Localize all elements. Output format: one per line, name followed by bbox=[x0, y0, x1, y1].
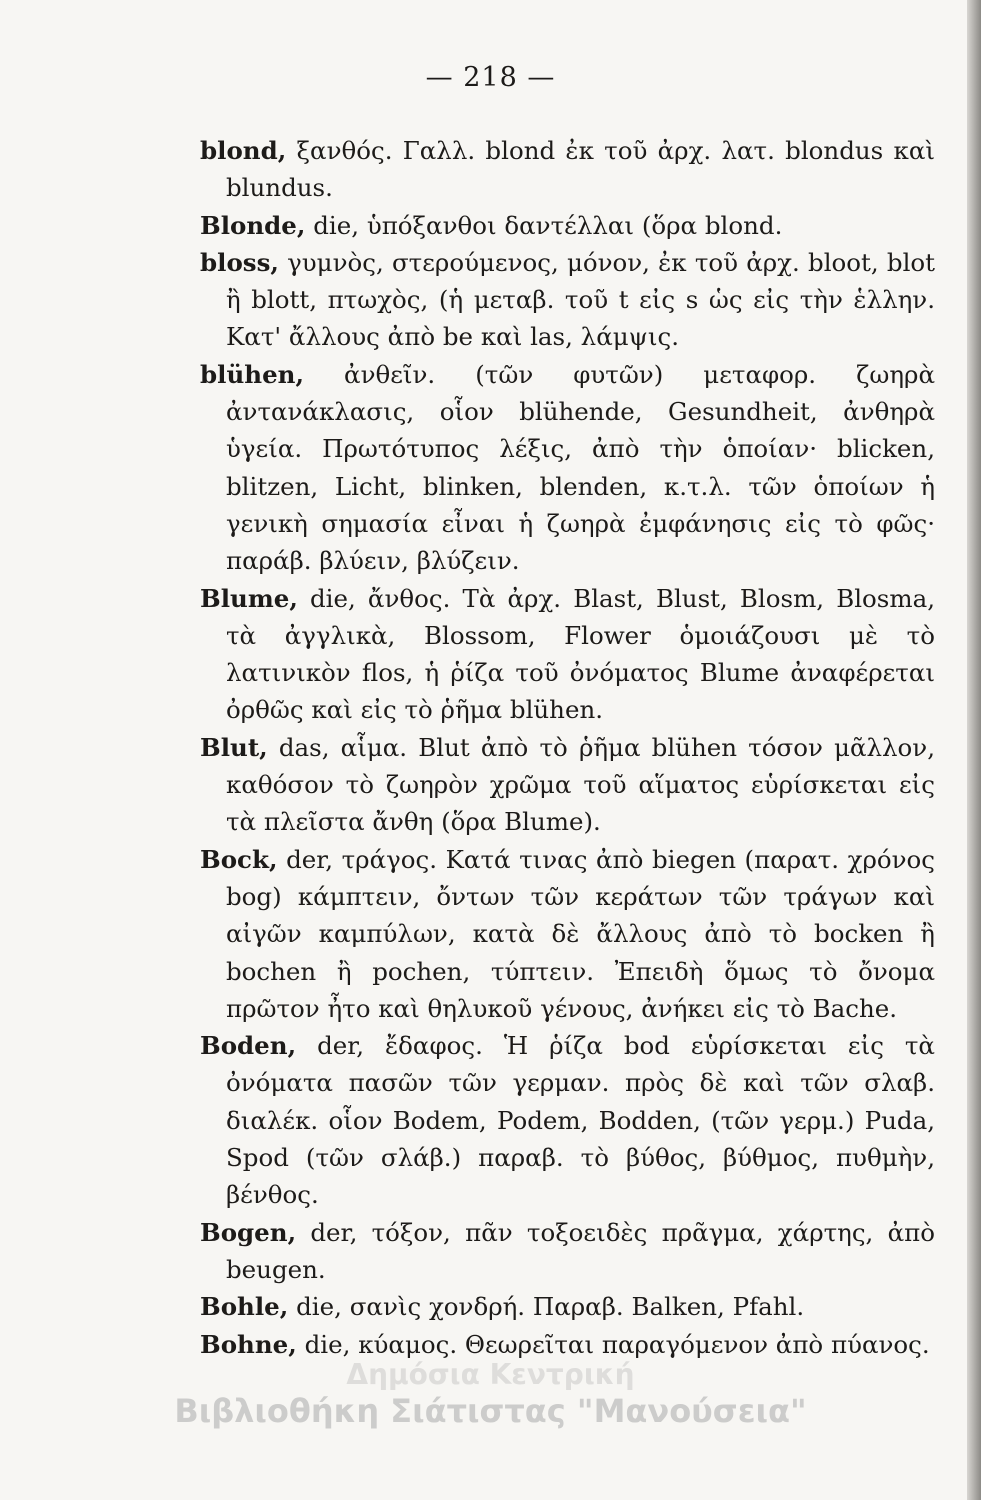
entry-definition: das, αἷμα. Blut ἀπὸ τὸ ῥῆμα blühen τόσον μᾶλλον, καθόσον τὸ ζωηρὸν χρῶμα τοῦ αἵματος εὑρίσκεται εἰς τὰ πλεῖστα ἄνθη (ὅρα Blume). bbox=[226, 732, 935, 837]
entry-headword: Bohne, bbox=[200, 1329, 297, 1359]
entry-headword: Boden, bbox=[200, 1031, 297, 1061]
entry-headword: Blume, bbox=[200, 583, 298, 613]
library-watermark: Βιβλιοθήκη Σιάτιστας "Μανούσεια" bbox=[174, 1392, 807, 1430]
entry-headword: Blonde, bbox=[200, 210, 306, 240]
entry-headword: Bohle, bbox=[200, 1292, 289, 1322]
entry-headword: Bock, bbox=[200, 844, 278, 874]
entry-headword: blühen, bbox=[200, 359, 304, 389]
entry-headword: Bogen, bbox=[200, 1217, 297, 1247]
dictionary-entry bbox=[200, 841, 935, 1027]
entry-headword: blond, bbox=[200, 136, 287, 165]
dictionary-entry bbox=[200, 356, 935, 580]
entry-definition: der, τράγος. Κατά τινας ἀπὸ biegen (παρατ. χρόνος bog) κάμπτειν, ὄντων τῶν κεράτων τῶν τράγων καὶ αἰγῶν καμπύλων, κατὰ δὲ ἄλλους ἀπὸ τὸ bocken ἢ bochen ἢ pochen, τύπτειν. Ἐπειδὴ ὅμως τὸ ὄνομα πρῶτον ἦτο καὶ θηλυκοῦ γένους, ἀνήκει εἰς τὸ Bache. bbox=[226, 844, 935, 1023]
page-number: — 218 — bbox=[425, 62, 556, 93]
dictionary-entry bbox=[200, 1288, 935, 1325]
book-spine-shadow bbox=[967, 0, 981, 1500]
dictionary-entries bbox=[200, 132, 935, 1363]
entry-headword: bloss, bbox=[200, 247, 279, 277]
dictionary-entry bbox=[200, 1027, 935, 1213]
library-stamp: Δημόσια Κεντρική bbox=[346, 1358, 635, 1391]
entry-definition: die, κύαμος. Θεωρεῖται παραγόμενον ἀπὸ πύανος. bbox=[304, 1329, 930, 1359]
entry-headword: Blut, bbox=[200, 732, 268, 762]
dictionary-entry bbox=[200, 580, 935, 729]
entry-definition: der, τόξον, πᾶν τοξοειδὲς πρᾶγμα, χάρτης, ἀπὸ beugen. bbox=[226, 1217, 935, 1284]
entry-definition: die, ἄνθος. Τὰ ἀρχ. Blast, Blust, Blosm, Blosma, τὰ ἀγγλικὰ, Blossom, Flower ὁμοιάζουσι μὲ τὸ λατινικὸν flos, ἡ ῥίζα τοῦ ὀνόματος Blume ἀναφέρεται ὀρθῶς καὶ εἰς τὸ ῥῆμα blühen. bbox=[226, 583, 935, 725]
entry-definition: die, ὑπόξανθοι δαντέλλαι (ὅρα blond. bbox=[313, 210, 783, 240]
entry-definition: ξανθός. Γαλλ. blond ἐκ τοῦ ἀρχ. λατ. blondus καὶ blundus. bbox=[226, 136, 935, 203]
dictionary-entry bbox=[200, 207, 935, 244]
dictionary-entry bbox=[200, 1214, 935, 1289]
dictionary-entry bbox=[200, 132, 935, 207]
entry-definition: die, σανὶς χονδρή. Παραβ. Balken, Pfahl. bbox=[296, 1292, 805, 1322]
entry-definition: der, ἔδαφος. Ἡ ῥίζα bod εὑρίσκεται εἰς τὰ ὀνόματα πασῶν τῶν γερμαν. πρὸς δὲ καὶ τῶν σλαβ. διαλέκ. οἷον Bodem, Podem, Bodden, (τῶν γερμ.) Puda, Spod (τῶν σλάβ.) παραβ. τὸ βύθος, βύθμος, πυθμὴν, βένθος. bbox=[226, 1031, 935, 1210]
dictionary-entry bbox=[200, 244, 935, 356]
dictionary-entry bbox=[200, 729, 935, 841]
entry-definition: ἀνθεῖν. (τῶν φυτῶν) μεταφορ. ζωηρὰ ἀντανάκλασις, οἷον blühende, Gesundheit, ἀνθηρὰ ὑγεία. Πρωτότυπος λέξις, ἀπὸ τὴν ὁποίαν· blicken, blitzen, Licht, blinken, blenden, κ.τ.λ. τῶν ὁποίων ἡ γενικὴ σημασία εἶναι ἡ ζωηρὰ ἐμφάνησις εἰς τὸ φῶς· παράβ. βλύειν, βλύζειν. bbox=[226, 359, 935, 576]
entry-definition: γυμνὸς, στερούμενος, μόνον, ἐκ τοῦ ἀρχ. bloot, blot ἢ blott, πτωχὸς, (ἡ μεταβ. τοῦ t εἰς s ὡς εἰς τὴν ἑλλην. Κατ' ἄλλους ἀπὸ be καὶ las, λάμψις. bbox=[226, 247, 935, 352]
